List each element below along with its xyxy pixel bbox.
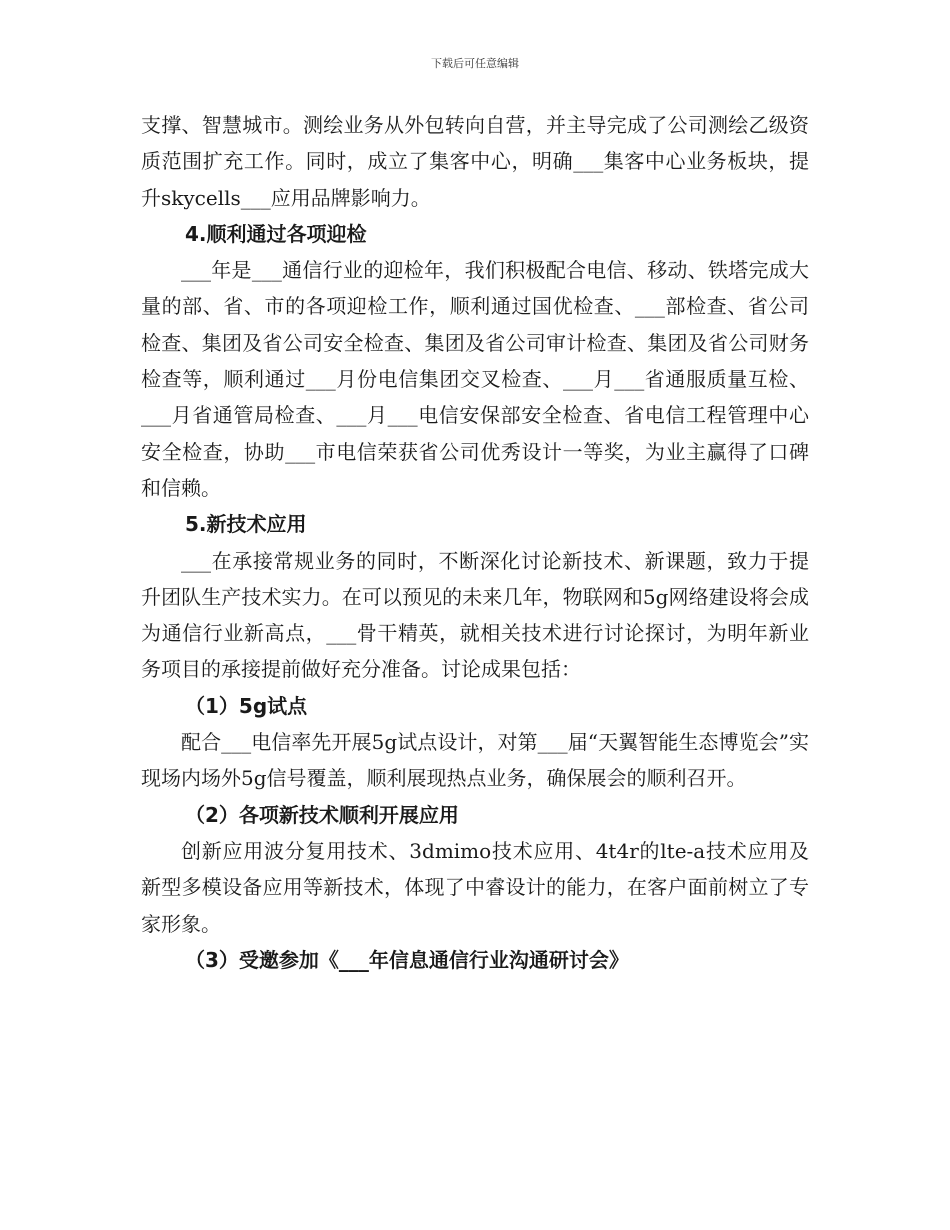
subheading-5g-pilot: （1）5g试点 [185, 693, 308, 718]
paragraph-inspections: ___年是___通信行业的迎检年，我们积极配合电信、移动、铁塔完成大量的部、省、市的各项迎检工作，顺利通过国优检查、___部检查、省公司检查、集团及省公司安全检查、集团及省公司审计检查、集团及省公司财务检查等，顺利通过___月份电信集团交叉检查、___月___省通服质量互检、___月省通管局检查、___月___电信安保部安全检查、省电信工程管理中心安全检查，协助___市电信荣获省公司优秀设计一等奖，为业主赢得了口碑和信赖。 [141, 258, 809, 500]
paragraph-new-tech-apps: 创新应用波分复用技术、3dmimo技术应用、4t4r的lte-a技术应用及新型多模设备应用等新技术，体现了中睿设计的能力，在客户面前树立了专家形象。 [141, 838, 809, 936]
subheading-new-tech-apps: （2）各项新技术顺利开展应用 [185, 802, 459, 827]
section-heading-4: 4.顺利通过各项迎检 [185, 221, 367, 246]
paragraph-5g-pilot: 配合___电信率先开展5g试点设计，对第___届“天翼智能生态博览会”实现场内场外5g信号覆盖，顺利展现热点业务，确保展会的顺利召开。 [141, 730, 809, 791]
section-heading-5: 5.新技术应用 [185, 512, 307, 537]
page-header: 下载后可任意编辑 [431, 57, 519, 70]
paragraph-new-tech: ___在承接常规业务的同时，不断深化讨论新技术、新课题，致力于提升团队生产技术实力。在可以预见的未来几年，物联网和5g网络建设将会成为通信行业新高点，___骨干精英，就相关技术进行讨论探讨，为明年新业务项目的承接提前做好充分准备。讨论成果包括： [141, 548, 809, 682]
subheading-seminar: （3）受邀参加《___年信息通信行业沟通研讨会》 [185, 947, 629, 972]
paragraph-continuation: 支撑、智慧城市。测绘业务从外包转向自营，并主导完成了公司测绘乙级资质范围扩充工作。同时，成立了集客中心，明确___集客中心业务板块，提升skycells___应用品牌影响力。 [141, 113, 809, 210]
document-body [141, 107, 809, 978]
